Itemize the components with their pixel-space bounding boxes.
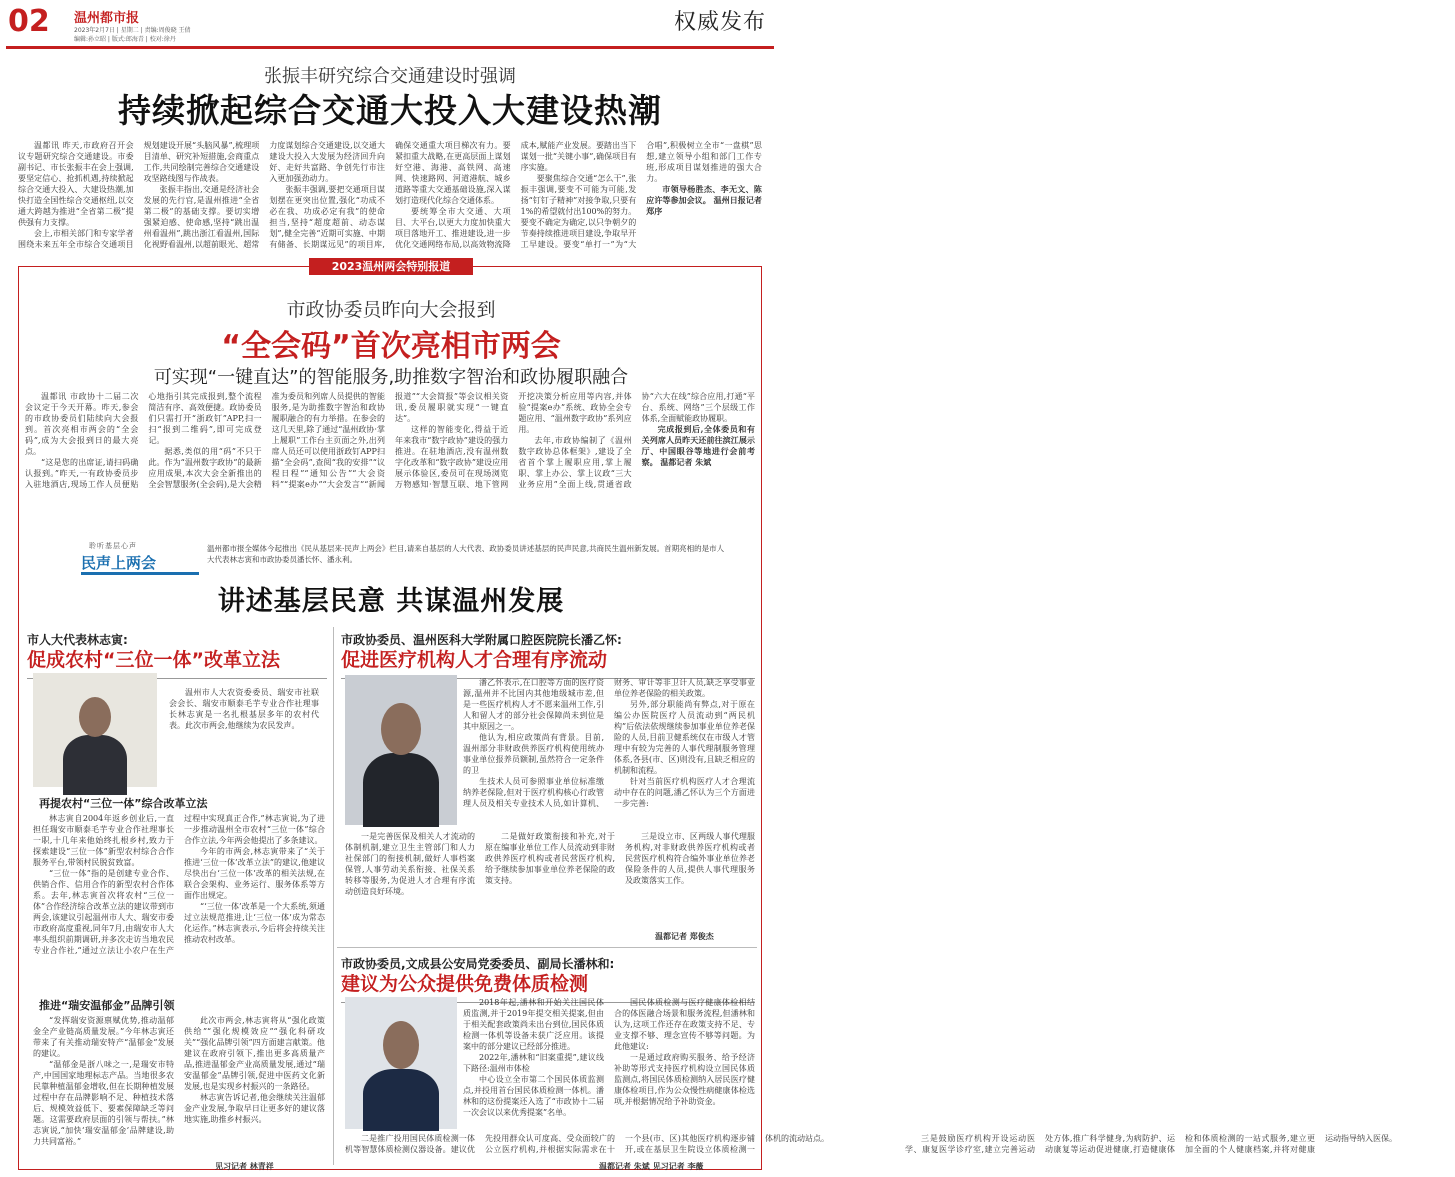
special-paragraph: 这样的智能变化,得益于近年来我市“数字政协”建设的强力推进。在驻地酒店,没有温州数字化改革和“数字政协”建设应用展示体验区,委员可在现场浏览万物感知·智慧互联、地下管网开挖决策分析应用等内容,并体验“提案e办”系统、政协全会专题应用、“温州数字政协”系列应用。 (394, 392, 632, 489)
portrait-photo-pan-linhe (345, 997, 457, 1129)
lead-kicker: 张振丰研究综合交通建设时强调 (264, 66, 516, 87)
photo-figure-body (63, 735, 127, 795)
date-line: 2023年2月7日 | 星期二 | 责编:周俊晓 王倩 (74, 27, 191, 34)
photo-figure-body (363, 753, 439, 827)
masthead-rule (6, 46, 774, 49)
lead-paragraph: 要聚焦综合交通“怎么干”,张振丰强调,要变不可能为可能,发扬“钉钉子精神”对接争取,只要有1%的希望就付出100%的努力。要变不确定为确定,以只争朝夕的节奏持续推进项目建设,争取早开工早建设。要变“单打一”为“大合唱”,积极树立全市“一盘棋”思想,建立领导小组和部门工作专班,形成项目谋划推进的强大合力。 (520, 141, 762, 249)
story-a-paragraph: 林志寅告诉记者,他会继续关注温郁金产业发展,争取早日让更多好的建议落地实施,助推乡村振兴。 (184, 1093, 325, 1124)
story-a-intro (169, 687, 319, 787)
paper-name: 温州都市报 (74, 11, 140, 26)
story-a-paragraph: “三位一体”指的是创建专业合作、供销合作、信用合作的新型农村合作体系。去年,林志寅首次将农村“三位一体”合作经济综合改革立法的建议带到市两会,该建议引起温州市人大、瑞安市委市政府高度重视,同年7月,由瑞安市人大率头组织前期调研,并多次走访当地农民专业合作社,“通过立法让小农户在生产过程中实现真正合作,”林志寅说,为了进一步推动温州全市农村“三位一体”综合合作立法,今年两会他提出了多条建议。 (33, 814, 325, 955)
special-paragraph: 完成报到后,全体委员和有关列席人员昨天还前往滨江展示厅、中国眼谷等地进行会前考察。 温都记者 朱斌 (641, 424, 755, 467)
story-a-body-1 (33, 813, 325, 995)
special-headline: “全会码”首次亮相市两会 (221, 329, 561, 364)
story-b-byline: 温都记者 郑俊杰 (655, 932, 714, 941)
story-a-intro-paragraph: 温州市人大农资委委员、瑞安市社联会会长、瑞安市顺泰毛芋专业合作社理事长林志寅是一名扎根基层多年的农村代表。此次市两会,他继续为农民发声。 (169, 688, 319, 730)
lead-headline: 持续掀起综合交通大投入大建设热潮 (118, 91, 662, 130)
story-a-paragraph: 今年的市两会,林志寅带来了“关于推进‘三位一体’改革立法”的建议,他建议尽快出台‘三位一体’改革的相关法规,在联合会架构、业务运行、服务体系等方面作出规定。 (184, 847, 325, 900)
column-logo (81, 541, 199, 577)
column-logo-big: 民声上两会 (81, 554, 157, 572)
editor-line: 编辑:孙立昭 | 版式:郎海青 | 校对:徐丹 (74, 36, 176, 43)
special-body (25, 391, 755, 553)
story-b-paragraph: 三是设立市、区两级人事代理服务机构,对非财政供养医疗机构或者民营医疗机构符合编外事业单位养老保险条件的人员,提供人事代理服务及政策落实工作。 (625, 832, 755, 885)
lead-paragraph: 市领导杨胜杰、李无文、陈应许等参加会议。 温州日报记者 郑序 (646, 184, 762, 216)
photo-figure-head (383, 1021, 419, 1069)
story-c-paragraph: 国民体质检测与医疗健康体检相结合的体医融合场景和服务流程,但潘林和认为,这项工作还存在政策支持不足、专业支撑不够、理念宣传不够等问题。为此他建议: (614, 998, 755, 1051)
story-a-subhead-1: 再提农村“三位一体”综合改革立法 (39, 797, 208, 810)
column-logo-small: 聆听基层心声 (89, 542, 137, 550)
story-b-paragraph: 针对当前医疗机构医疗人才合理流动中存在的问题,潘乙怀认为三个方面进一步完善: (614, 777, 755, 808)
special-paragraph: 据悉,类似的用“码”不只于此。作为“温州数字政协”的最新应用成果,本次大会全新推出的全会智慧服务(全会码),是大会精准为委员和列席人员提供的智能服务,是为助推数字智治和政协履职融合的有力举措。在参会的这几天里,除了通过“温州政协·掌上履职”工作台主页面之外,出列席人员还可以使用浙政钉APP扫描“全会码”,查阅“我的安排”“议程日程”“通知公告”“大会资料”“提案e办”“大会发言”“新闻报道”“大会简报”等会议相关资讯,委员履职就实现“一键直达”。 (148, 392, 509, 489)
story-c-byline: 温都记者 朱斌 见习记者 李薇 (599, 1162, 704, 1171)
special-report-box (18, 260, 1397, 1171)
story-b-paragraph: 另外,部分职能尚有弊点,对于原在编公办医院医疗人员流动到“两民机构”后依法依规继续参加事业单位养老保险的人员,目前卫健系统仅在市级人才管理中有较为完善的人事代理制服务管理体系,各县(市、区)则没有,且缺乏相应的机制和流程。 (614, 700, 755, 775)
story-c-paragraph: 2022年,潘林和“旧案重提”,建议线下路径:温州市体检 (463, 1053, 604, 1073)
story-b-headline: 促进医疗机构人才合理有序流动 (341, 645, 755, 679)
story-c-headline: 建议为公众提供免费体质检测 (341, 969, 755, 1003)
lead-paragraph: 要统筹全市大交通、大项目、大平台,以更大力度加快重大项目落地开工、推进建设,进一步优化交通网络布局,以高效物流降成本,赋能产业发展。要踏出当下谋划一批“关键小事”,确保项目有序实施。 (394, 141, 637, 249)
photo-figure-body (363, 1069, 439, 1131)
story-c-paragraph: 中心设立全市第二个国民体质监测点,并投用首台国民体质检测一体机。潘林和的这份提案还入选了“市政协十二届一次会议以来优秀提案”名单。 (463, 1075, 604, 1117)
lead-paragraph: 张振丰指出,交通是经济社会发展的先行官,是温州推进“全省第二极”的基础支撑。要切实增强紧迫感、使命感,坚持“跳出温州看温州”,跳出浙江看温州,国际化视野看温州,以超前眼光、超常力度谋划综合交通建设,以交通大建设大投入大发展为经济回升向好、走好共富路、争创先行市注入更加强劲动力。 (143, 141, 385, 249)
story-c-paragraph: 一是通过政府购买服务、给予经济补助等形式支持医疗机构设立国民体质监测点,将国民体质检测纳入居民医疗健康体检项目,作为公众慢性病健康体检选项,并根据情况给予补助资金。 (614, 1053, 755, 1106)
masthead (0, 0, 780, 52)
story-a-paragraph: “发挥瑞安资源禀赋优势,推动温郁金全产业链高质量发展。”今年林志寅还带来了有关推动瑞安特产“温郁金”发展的建议。 (33, 1016, 174, 1058)
special-kicker: 市政协委员昨向大会报到 (286, 299, 496, 321)
story-a-body-2 (33, 1015, 325, 1163)
column-logo-bar (81, 572, 199, 575)
story-divider (337, 947, 757, 948)
story-b-paragraph: 他认为,相应政策尚有背景。目前,温州部分非财政供养医疗机构使用统办事业单位报养员额制,虽然符合一定条件的卫 (463, 733, 604, 775)
story-c-body-2 (345, 1133, 1397, 1163)
story-c-speaker: 市政协委员,文成县公安局党委委员、副局长潘林和: (341, 957, 615, 971)
lead-body (18, 140, 762, 262)
special-subheadline: 可实现“一键直达”的智能服务,助推数字智治和政协履职融合 (153, 367, 629, 388)
story-b-paragraph: 一是完善医保及相关人才流动的体制机制,建立卫生主管部门和人力社保部门的衔接机制,做好人事档案保管,人事劳动关系衔接、社保关系转移等服务,为促进人才合理有序流动创造良好环境。 (345, 832, 475, 896)
column-intro: 温州都市报全媒体今起推出《民从基层来·民声上两会》栏目,请来自基层的人大代表、政协委员讲述基层的民声民意,共商民生温州新发展。首期亮相的是市人大代表林志寅和市政协委员潘长怀、潘永利。 (207, 544, 725, 564)
story-a-paragraph: 此次市两会,林志寅将从“强化政策供给”“强化规模效应”“强化科研攻关”“强化品牌引领”四方面建言献策。他建议在政府引领下,推出更多高质量产品,推进温郁金产业高质量发展,通过“瑞安温郁金”品牌引领,促进中医药文化新发展,也是实现乡村振兴的一条路径。 (184, 1016, 325, 1091)
story-c-paragraph: 2018年起,潘林和开始关注国民体质监测,并于2019年提交相关提案,但由于相关配套政策尚未出台到位,国民体质检测一体机等设备未获广泛应用。该提案中的部分建议已经部分推进。 (463, 998, 604, 1051)
portrait-photo-pan-yihuai (345, 675, 457, 825)
photo-figure-head (381, 703, 421, 755)
photo-figure-head (79, 697, 111, 737)
special-paragraph: “这是您的出席证,请扫码确认报到。”昨天,一有政协委员步入驻地酒店,现场工作人员便贴心地指引其完成报到,整个流程简洁有序、高效便捷。政协委员们只需打开“浙政钉”APP,扫一扫“报到二维码”,即可完成登记。 (25, 392, 262, 489)
special-paragraph: 去年,市政协编制了《温州数字政协总体框架》,建设了全省首个掌上履职应用,掌上履职、掌上办公、掌上议政“三大业务应用”全面上线,贯通省政协“六大在线”综合应用,打通“平台、系统、网络”三个层级工作体系,全面赋能政协履职。 (518, 392, 755, 489)
story-b-paragraph: 生技术人员可参照事业单位标准缴纳养老保险,但对于医疗机构核心行政管理人员及相关专业技术人员,如计算机、财务、审计等非卫计人员,缺乏享受事业单位养老保险的相关政策。 (463, 678, 755, 808)
story-c-paragraph: 二是推广投用国民体质检测一体机等智慧体质检测仪器设备。建议优先投用群众认可度高、受众面较广的公立医疗机构,并根据实际需求在十一个县(市、区)其他医疗机构逐步铺开,或在基层卫生院设立体质检测一体机的流动站点。 (345, 1134, 829, 1154)
story-c-paragraph: 三是鼓励医疗机构开设运动医学、康复医学诊疗室,建立完善运动处方体,推广科学健身,为病防护、运动康复等运动促进健康,打造健康体检和体质检测的一站式服务,建立更加全面的个人健康档案,并将对健康运动指导纳入医保。 (905, 1134, 1397, 1154)
story-a-paragraph: “温郁金是浙八味之一,是瑞安市特产,中国国家地理标志产品。当地很多农民靠种植温郁金增收,但在长期种植发展过程中存在品牌影响不足、种植技术落后、规模效益低下、要素保障缺乏等问题。这需要政府层面的引领与帮扶。”林志寅说,“加快‘瑞安温郁金’品牌建设,助力共同富裕。” (33, 1060, 174, 1146)
column-divider (333, 627, 334, 1165)
lead-paragraph: 会上,市相关部门和专家学者围绕未来五年全市综合交通项目规划建设开展“头脑风暴”,梳理项目清单、研究补短措施,会商重点工作,共同绘制完善综合交通建设攻坚路线图与作战表。 (18, 141, 260, 249)
story-a-byline: 见习记者 林青祥 (215, 1162, 274, 1171)
story-b-paragraph: 二是做好政策衔接和补充,对于原在编事业单位工作人员流动到非财政供养医疗机构或者民营医疗机构,给予继续参加事业单位养老保险的政策支持。 (485, 832, 615, 885)
story-b-speaker: 市政协委员、温州医科大学附属口腔医院院长潘乙怀: (341, 633, 622, 647)
portrait-photo-lin (33, 673, 157, 787)
story-a-paragraph: “‘三位一体’改革是一个大系统,须通过立法规范推进,让‘三位一体’成为常态化运作。”林志寅表示,今后将会持续关注推动农村改革。 (184, 902, 325, 944)
special-paragraph: 温都讯 市政协十二届二次会议定于今天开幕。昨天,参会的市政协委员们陆续向大会报到。首次亮相市两会的“全会码”,成为大会报到日的最大亮点。 (25, 392, 139, 456)
story-b-body-1 (463, 677, 755, 843)
story-a-subhead-2: 推进“瑞安温郁金”品牌引领 (39, 999, 175, 1012)
story-a-paragraph: 林志寅自2004年返乡创业后,一直担任瑞安市顺泰毛芋专业合作社理事长一职,十几年来他始终扎根乡村,致力于探索建设“三位一体”新型农村综合合作服务平台,带领村民脱贫致富。 (33, 814, 174, 867)
section-label: 权威发布 (673, 10, 766, 35)
lead-paragraph: 张振丰强调,要把交通项目谋划摆在更突出位置,强化“功成不必在我、功成必定有我”的使命担当,坚持“超度超前、动态谋划”,健全完善“近期可实施、中期有储备、长期谋远见”的项目库,确保交通重大项目梯次有力。要紧扣重大战略,在更高层面上谋划好空港、海港、高铁网、高速网、快速路网、河道港航、城乡道路等重大交通基础设施,深入谋划打造现代化综合交通体系。 (269, 141, 511, 249)
page-number: 02 (8, 4, 50, 39)
lead-paragraph: 温都讯 昨天,市政府召开会议专题研究综合交通建设。市委副书记、市长张振丰在会上强调,要坚定信心、抢抓机遇,持续掀起综合交通大投入、大建设热潮,加快打造全国性综合交通枢纽,以交通大跨越为推进“全省第二极”提供强有力支撑。 (18, 141, 134, 227)
story-b-body-2 (345, 831, 755, 937)
column-headline: 讲述基层民意 共谋温州发展 (217, 586, 565, 617)
story-a-speaker: 市人大代表林志寅: (27, 633, 128, 647)
special-report-tag: 2023温州两会特别报道 (309, 258, 473, 275)
story-a-headline: 促成农村“三位一体”改革立法 (27, 645, 327, 679)
story-b-paragraph: 潘乙怀表示,在口腔等方面的医疗资源,温州并不比国内其他地级城市差,但是一些医疗机构人才不愿来温州工作,引人和留人才的部分社会保障尚未到位是其中原因之一。 (463, 678, 604, 731)
